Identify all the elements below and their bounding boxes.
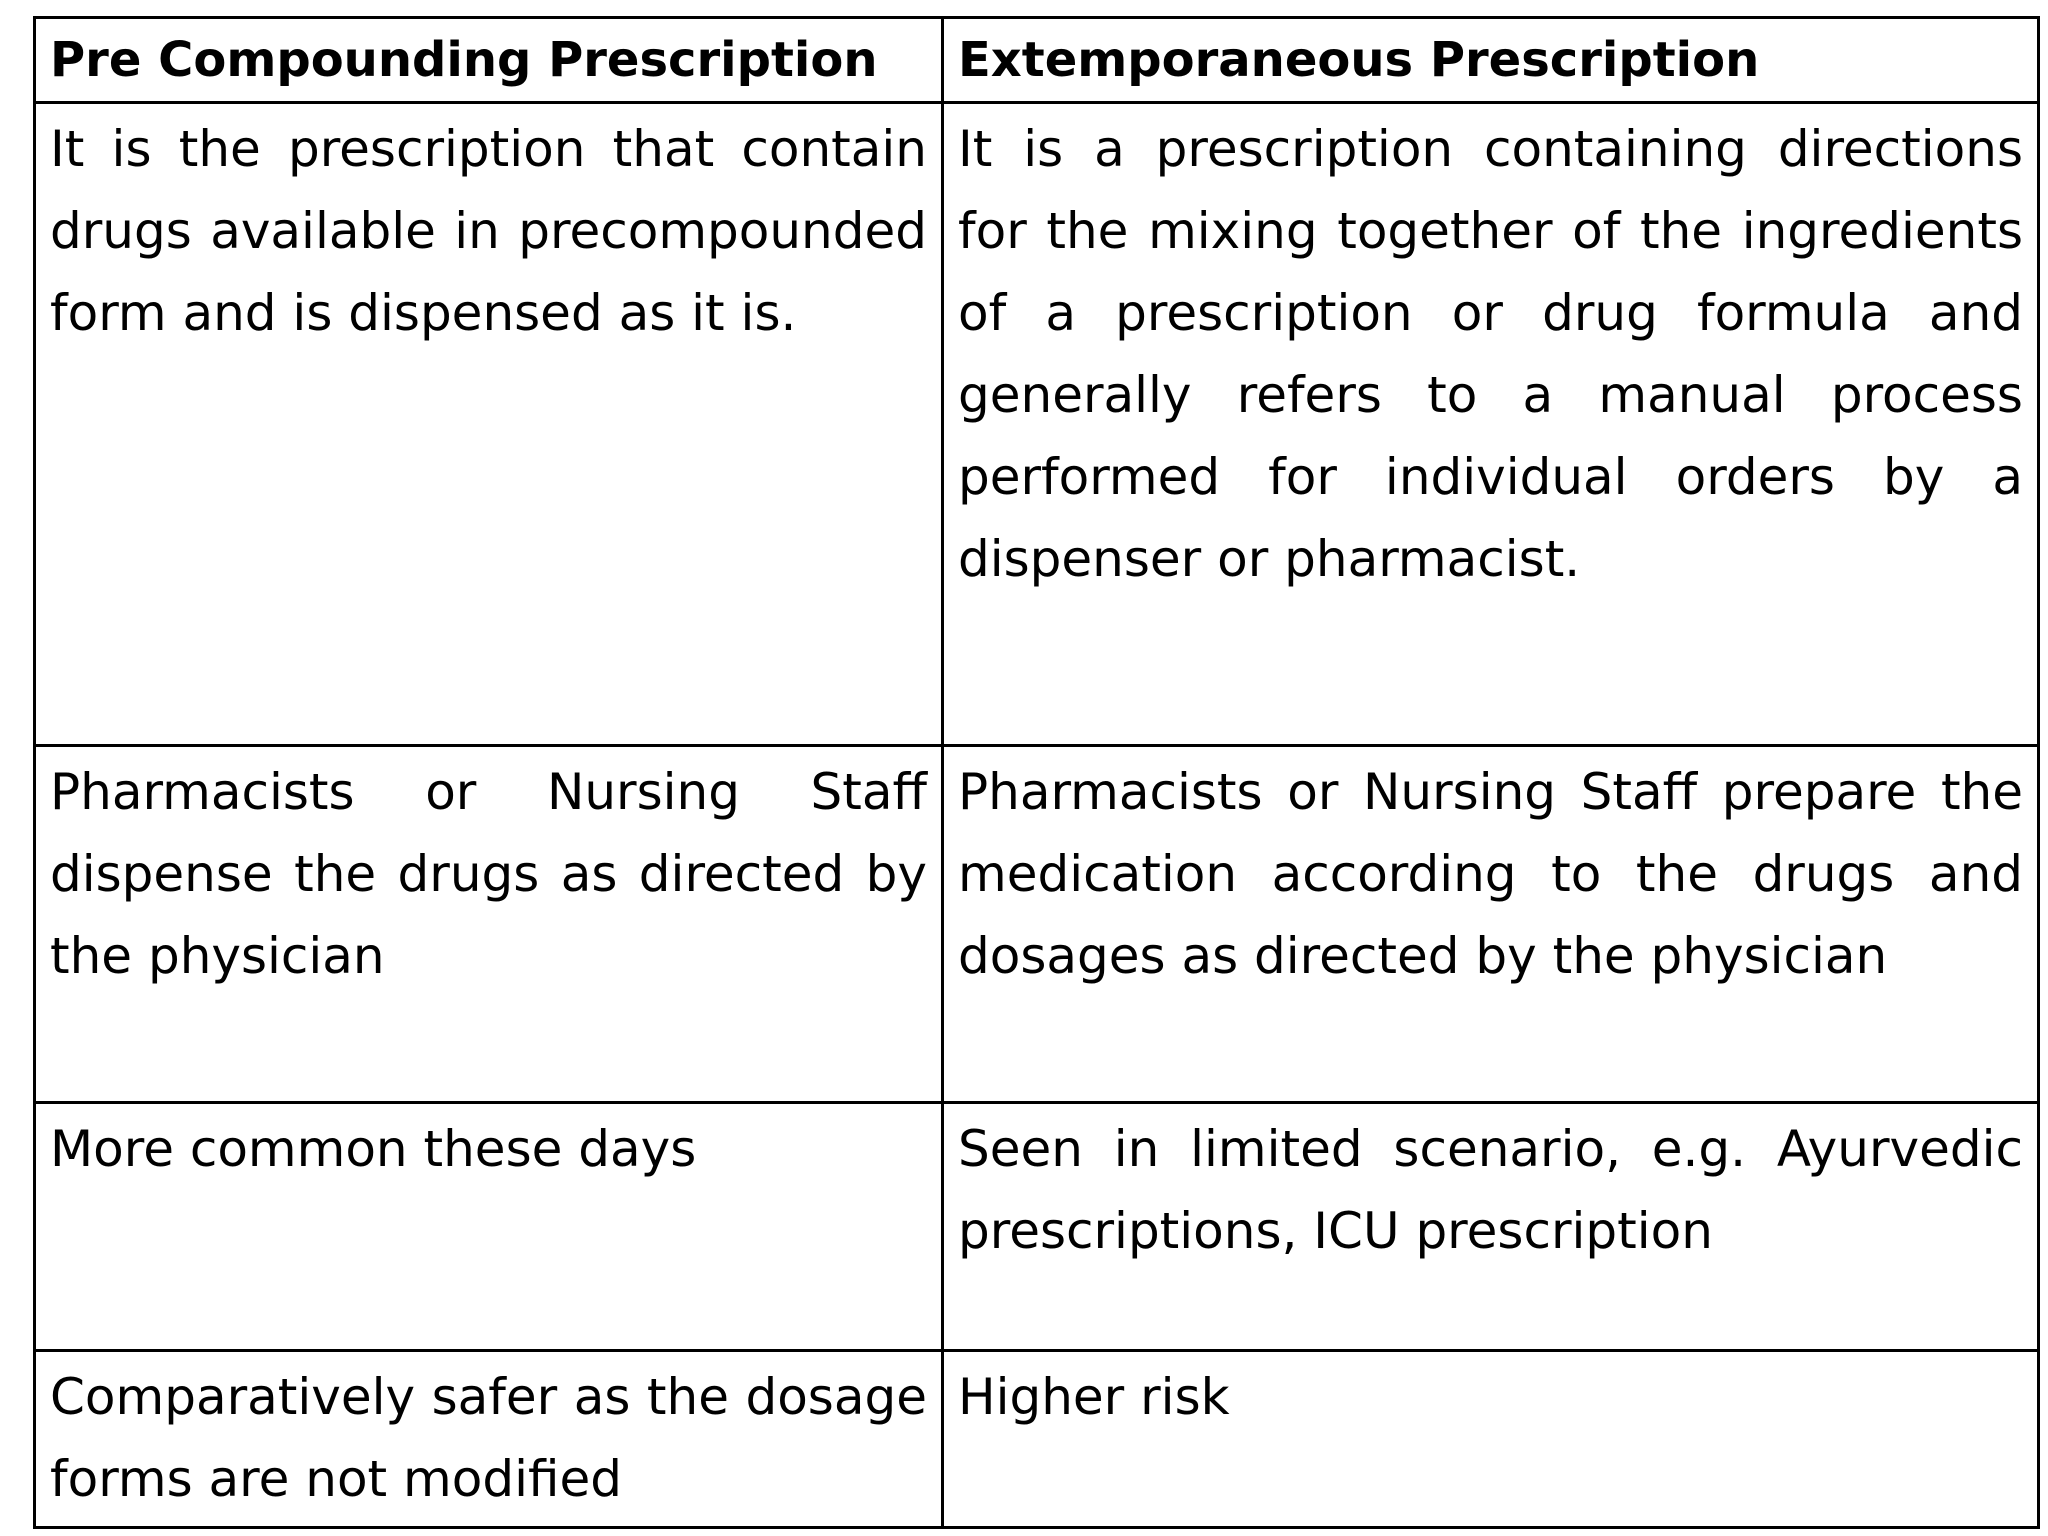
column-header-extemporaneous: Extemporaneous Prescription <box>943 18 2039 103</box>
table-row <box>35 1103 2039 1351</box>
table-cell: Comparatively safer as the dosage forms are not modified <box>35 1351 943 1528</box>
table-cell: Seen in limited scenario, e.g. Ayurvedic prescriptions, ICU prescription <box>943 1103 2039 1351</box>
table-row <box>35 746 2039 1103</box>
comparison-table <box>33 16 2040 1529</box>
table-row <box>35 103 2039 746</box>
table-cell: Higher risk <box>943 1351 2039 1528</box>
table-cell: It is the prescription that contain drugs available in precompounded form and is dispensed as it is. <box>35 103 943 746</box>
table-cell: More common these days <box>35 1103 943 1351</box>
table-header-row <box>35 18 2039 103</box>
table-cell: It is a prescription containing directions for the mixing together of the ingredients of a prescription or drug formula and generally refers to a manual process performed for individual orders by a dispenser or pharmacist. <box>943 103 2039 746</box>
table-cell: Pharmacists or Nursing Staff dispense the drugs as directed by the physician <box>35 746 943 1103</box>
table-cell: Pharmacists or Nursing Staff prepare the medication according to the drugs and dosages as directed by the physician <box>943 746 2039 1103</box>
column-header-pre-compounding: Pre Compounding Prescription <box>35 18 943 103</box>
table-row <box>35 1351 2039 1528</box>
